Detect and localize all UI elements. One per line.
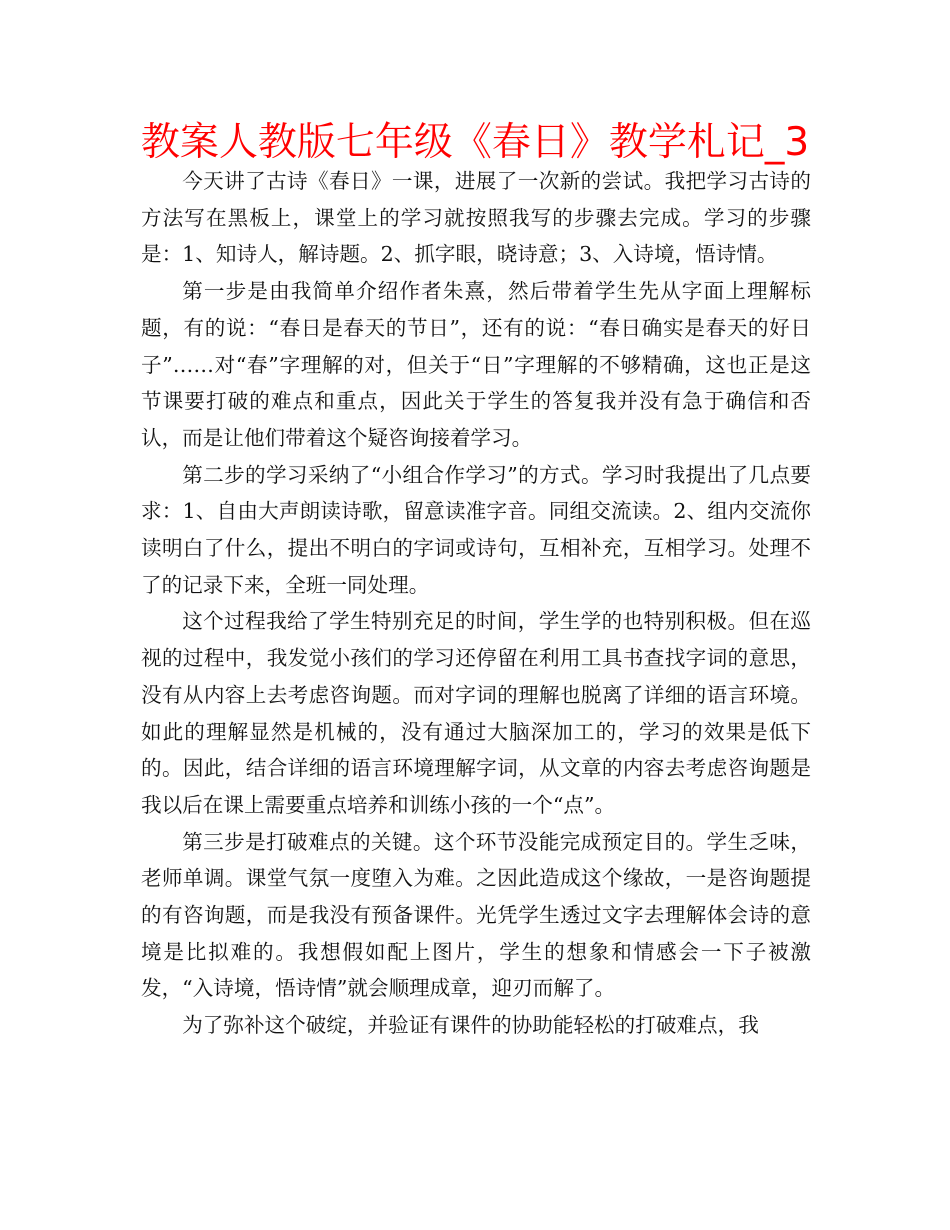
paragraph: 这个过程我给了学生特别充足的时间，学生学的也特别积极。但在巡视的过程中，我发觉小孩们的学习还停留在利用工具书查找字词的意思，没有从内容上去考虑咨询题。而对字词的理解也脱离了详细的语言环境。如此的理解显然是机械的，没有通过大脑深加工的，学习的效果是低下的。因此，结合详细的语言环境理解字词，从文章的内容去考虑咨询题是我以后在课上需要重点培养和训练小孩的一个“点”。 bbox=[141, 609, 811, 817]
paragraph: 第二步的学习采纳了“小组合作学习”的方式。学习时我提出了几点要求：1、自由大声朗读诗歌，留意读准字音。同组交流读。2、组内交流你读明白了什么，提出不明白的字词或诗句，互相补充，互相学习。处理不了的记录下来，全班一同处理。 bbox=[141, 462, 811, 597]
paragraph: 第三步是打破难点的关键。这个环节没能完成预定目的。学生乏味，老师单调。课堂气氛一度堕入为难。之因此造成这个缘故，一是咨询题提的有咨询题，而是我没有预备课件。光凭学生透过文字去理解体会诗的意境是比拟难的。我想假如配上图片，学生的想象和情感会一下子被激发，“入诗境，悟诗情”就会顺理成章，迎刃而解了。 bbox=[141, 829, 811, 1001]
paragraph: 为了弥补这个破绽，并验证有课件的协助能轻松的打破难点，我 bbox=[182, 1013, 759, 1038]
paragraph: 今天讲了古诗《春日》一课，进展了一次新的尝试。我把学习古诗的方法写在黑板上，课堂上的学习就按照我写的步骤去完成。学习的步骤是：1、知诗人，解诗题。2、抓字眼，晓诗意；3、入诗境，悟诗情。 bbox=[141, 169, 811, 267]
document-body bbox=[141, 163, 811, 1044]
document-title: 教案人教版七年级《春日》教学札记_3 bbox=[140, 120, 810, 165]
paragraph: 第一步是由我简单介绍作者朱熹，然后带着学生先从字面上理解标题，有的说：“春日是春天的节日”，还有的说：“春日确实是春天的好日子”……对“春”字理解的对，但关于“日”字理解的不够精确，这也正是这节课要打破的难点和重点，因此关于学生的答复我并没有急于确信和否认，而是让他们带着这个疑咨询接着学习。 bbox=[141, 279, 811, 450]
